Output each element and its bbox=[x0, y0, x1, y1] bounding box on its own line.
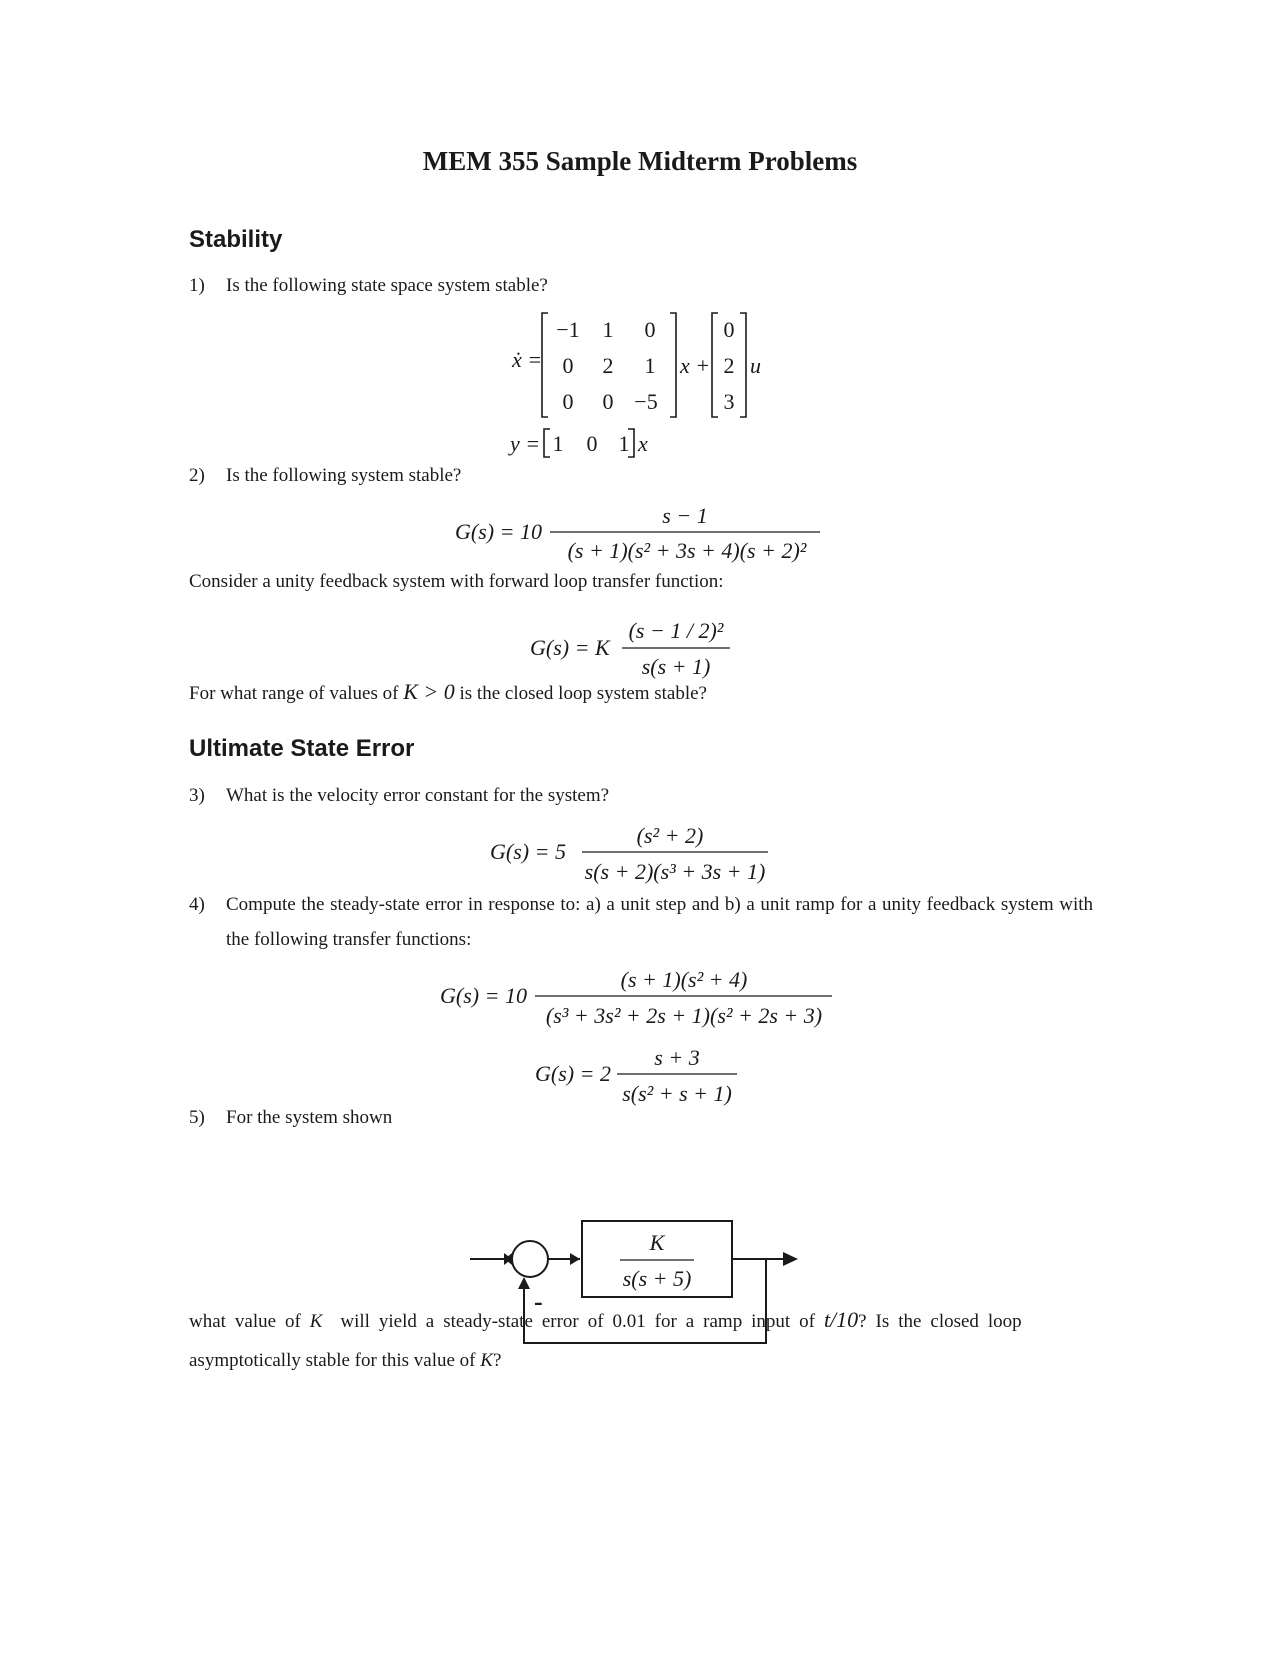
equation-lhs: G(s) = 2 bbox=[535, 1061, 611, 1086]
range-question bbox=[189, 674, 1089, 711]
matrix-a-cell: 0 bbox=[644, 317, 656, 342]
equation-q4-2 bbox=[535, 1040, 755, 1120]
equation-denominator: s(s² + s + 1) bbox=[622, 1081, 732, 1106]
feedback-intro: Consider a unity feedback system with forward loop transfer function: bbox=[189, 571, 724, 592]
matrix-a-cell: 0 bbox=[562, 389, 574, 414]
x-label: x bbox=[638, 431, 648, 456]
matrix-a-cell: −1 bbox=[556, 317, 580, 342]
vector-c-cell: 1 bbox=[618, 431, 630, 456]
equation-denominator: (s + 1)(s² + 3s + 4)(s + 2)² bbox=[567, 538, 807, 563]
summing-junction bbox=[512, 1241, 548, 1277]
equation-numerator: (s² + 2) bbox=[636, 823, 704, 848]
equation-lhs: G(s) = 10 bbox=[440, 983, 527, 1008]
vector-c-cell: 0 bbox=[586, 431, 598, 456]
range-question-pre: For what range of values of bbox=[189, 683, 399, 704]
matrix-a-cell: 0 bbox=[602, 389, 614, 414]
question-text: What is the velocity error constant for the system? bbox=[226, 785, 610, 806]
minus-sign: - bbox=[534, 1287, 543, 1316]
equation-q4-1 bbox=[440, 962, 840, 1042]
section-heading-stability: Stability bbox=[189, 226, 283, 253]
page-title: MEM 355 Sample Midterm Problems bbox=[422, 146, 858, 176]
equation-lhs: G(s) = 5 bbox=[490, 839, 566, 864]
question-5-line-1 bbox=[189, 1302, 1093, 1339]
equation-numerator: (s + 1)(s² + 4) bbox=[620, 967, 748, 992]
question-text: Is the following system stable? bbox=[226, 465, 462, 486]
equation-denominator: s(s + 1) bbox=[641, 654, 711, 679]
section-heading-ultimate-state-error: Ultimate State Error bbox=[189, 735, 415, 762]
block-numerator: K bbox=[649, 1230, 665, 1255]
q5-line2-k: K bbox=[480, 1350, 493, 1371]
arrow-output-head bbox=[783, 1252, 798, 1266]
question-5-line-2 bbox=[189, 1343, 1089, 1378]
equation-denominator: (s³ + 3s² + 2s + 1)(s² + 2s + 3) bbox=[545, 1003, 823, 1028]
range-question-math: K > 0 bbox=[403, 679, 455, 704]
matrix-a-cell: 1 bbox=[644, 353, 656, 378]
vector-b-cell: 2 bbox=[723, 353, 735, 378]
range-question-post: is the closed loop system stable? bbox=[459, 683, 707, 704]
equation-numerator: s + 3 bbox=[654, 1045, 700, 1070]
x-plus-label: x + bbox=[680, 353, 711, 378]
equation-lhs: G(s) = 10 bbox=[455, 519, 542, 544]
question-number: 1) bbox=[189, 275, 205, 296]
matrix-a-cell: −5 bbox=[634, 389, 658, 414]
arrow-feedback-head bbox=[518, 1277, 530, 1289]
vector-c-cell: 1 bbox=[552, 431, 564, 456]
question-text: Compute the steady-state error in response to: a) a unit step and b) a unit ramp for a unity feedback system with the following transfer functions: bbox=[226, 894, 1093, 950]
equation-numerator: (s − 1 / 2)² bbox=[628, 618, 724, 643]
q5-line1-pre: what value of bbox=[189, 1311, 301, 1332]
q5-line1-k: K bbox=[309, 1311, 323, 1332]
u-label: u bbox=[750, 353, 761, 378]
question-number: 2) bbox=[189, 465, 205, 486]
q5-line1-mid: will yield a steady-state error of 0.01 for a ramp input of bbox=[340, 1311, 815, 1332]
question-4 bbox=[189, 887, 1093, 957]
equation-lhs: G(s) = K bbox=[530, 635, 610, 660]
state-space-equation bbox=[500, 305, 780, 465]
equation-q3 bbox=[490, 818, 790, 898]
matrix-a-cell: 1 bbox=[602, 317, 614, 342]
q5-line2-pre: asymptotically stable for this value of bbox=[189, 1350, 476, 1371]
q5-line1-post: ? Is the closed loop bbox=[858, 1311, 1022, 1332]
question-number: 4) bbox=[189, 894, 205, 915]
question-text: Is the following state space system stable? bbox=[226, 275, 548, 296]
matrix-a-cell: 0 bbox=[562, 353, 574, 378]
equation-numerator: s − 1 bbox=[662, 503, 708, 528]
y-label: y = bbox=[510, 431, 541, 456]
block-denominator: s(s + 5) bbox=[622, 1266, 692, 1291]
q5-line2-post: ? bbox=[492, 1350, 502, 1371]
xdot-label: ẋ = bbox=[512, 347, 543, 372]
question-number: 3) bbox=[189, 785, 205, 806]
q5-line1-t: t/10 bbox=[823, 1307, 859, 1332]
vector-b-cell: 3 bbox=[723, 389, 735, 414]
question-number: 5) bbox=[189, 1107, 205, 1128]
vector-b-cell: 0 bbox=[723, 317, 735, 342]
question-text: For the system shown bbox=[226, 1107, 393, 1128]
arrow-into-block bbox=[570, 1253, 580, 1265]
equation-denominator: s(s + 2)(s³ + 3s + 1) bbox=[584, 859, 766, 884]
matrix-a-cell: 2 bbox=[602, 353, 614, 378]
